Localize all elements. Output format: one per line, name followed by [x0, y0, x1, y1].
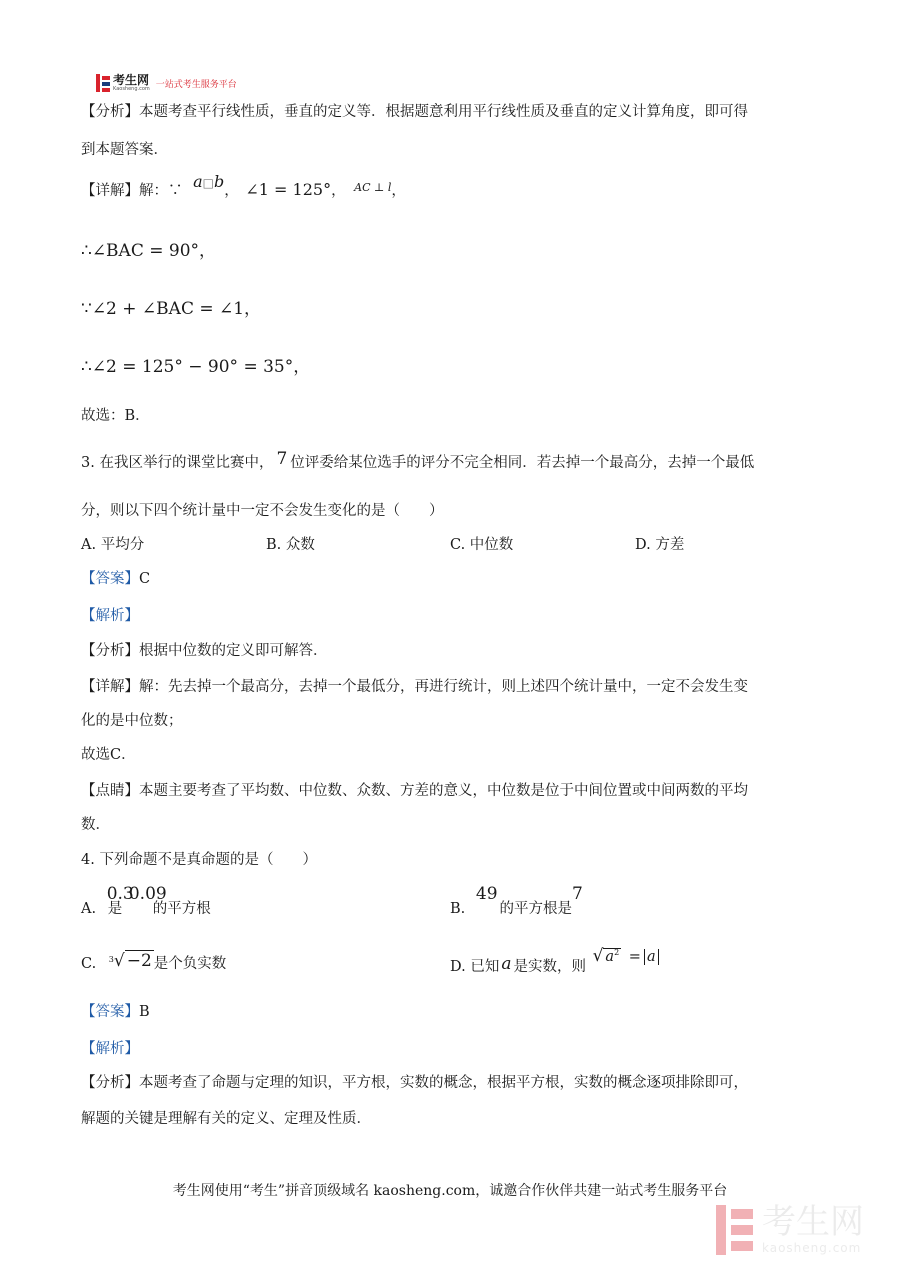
- option-text: 已知: [470, 958, 500, 975]
- q4-analysis-line1: [81, 1073, 748, 1093]
- q2-analysis-line2: [81, 140, 168, 160]
- watermark-name: 考生网: [762, 1202, 864, 1242]
- q3-answer: [81, 569, 150, 589]
- option-text: 是: [107, 901, 123, 917]
- value-0-3: 0.3: [106, 884, 134, 904]
- separator: ，: [391, 183, 406, 199]
- q3-detail-line2: 化的是中位数；: [81, 713, 183, 729]
- option-letter: C.: [450, 537, 466, 553]
- logo-slogan: 一站式考生服务平台: [155, 79, 237, 90]
- option-text: 是实数，则: [513, 958, 586, 975]
- q3-comment-line1: [81, 781, 748, 801]
- q3-choice: 故选C．: [81, 747, 136, 763]
- detail-tag: 【详解】: [81, 679, 139, 695]
- option-text: 众数: [285, 537, 315, 553]
- logo-icon: [96, 74, 110, 92]
- separator: ，: [331, 183, 346, 199]
- q2-step1: ∴∠BAC = 90°，: [81, 241, 217, 261]
- q4-option-a: [81, 884, 211, 924]
- root-sign-icon: √: [592, 945, 604, 966]
- option-letter: A.: [81, 537, 97, 553]
- option-letter: B.: [266, 537, 282, 553]
- q2-choice: 故选：B．: [81, 408, 150, 424]
- var-a: a: [193, 172, 203, 191]
- exponent: 2: [614, 948, 620, 957]
- q3-analysis: [81, 641, 328, 661]
- q4-option-d: [450, 945, 659, 977]
- detail-tag: 【详解】: [81, 183, 139, 199]
- option-text: 平均分: [100, 537, 145, 553]
- question-text: 在我区举行的课堂比赛中，: [99, 455, 274, 471]
- question-number: 4.: [81, 852, 95, 868]
- detail-lead: 解：∵: [139, 183, 183, 199]
- option-text: 的平方根: [152, 901, 211, 917]
- q4-option-b: [450, 884, 583, 924]
- q3-comment-line2: 数．: [81, 817, 110, 833]
- q2-step2: ∵∠2 + ∠BAC = ∠1，: [81, 299, 262, 319]
- q4-parse-tag: 【解析】: [81, 1041, 139, 1057]
- option-letter: D.: [450, 958, 466, 975]
- separator: ，: [224, 183, 239, 199]
- radicand: −2: [126, 951, 152, 971]
- q3-option-b: [266, 535, 315, 555]
- q4-stem: [81, 850, 317, 870]
- analysis-text: 到本题答案．: [81, 142, 168, 158]
- q3-option-d: [635, 535, 684, 555]
- logo-name: 考生网: [113, 73, 150, 87]
- comment-text: 本题主要考查了平均数、中位数、众数、方差的意义，中位数是位于中间位置或中间两数的平均: [139, 783, 748, 799]
- option-text: 的平方根是: [499, 901, 573, 917]
- header-logo: [96, 72, 237, 94]
- analysis-text: 本题考查平行线性质，垂直的定义等．根据题意利用平行线性质及垂直的定义计算角度，即可得: [139, 104, 748, 120]
- option-text: 是个负实数: [153, 956, 227, 972]
- q4-answer: [81, 1002, 150, 1022]
- analysis-tag: 【分析】: [81, 643, 139, 659]
- option-text: 方差: [655, 537, 685, 553]
- option-letter: C.: [81, 956, 97, 972]
- angle-condition: ∠1 = 125°: [245, 180, 332, 199]
- analysis-tag: 【分析】: [81, 104, 139, 120]
- radicand-var: a: [605, 948, 615, 965]
- value-0-09: 0.09: [128, 884, 167, 904]
- q4-analysis-line2: 解题的关键是理解有关的定义、定理及性质．: [81, 1111, 371, 1127]
- detail-text: 解：先去掉一个最高分，去掉一个最低分，再进行统计，则上述四个统计量中，一定不会发生变: [139, 679, 748, 695]
- equals-sign: =: [628, 948, 641, 965]
- analysis-tag: 【分析】: [81, 1075, 139, 1091]
- page-footer: 考生网使用“考生”拼音顶级域名 kaosheng.com，诚邀合作伙伴共建一站式考生服务平台: [172, 1183, 728, 1199]
- var-a: a: [501, 953, 512, 974]
- q2-step3: ∴∠2 = 125° − 90° = 35°，: [81, 357, 311, 377]
- value-49: 49: [475, 884, 498, 904]
- watermark-logo: [716, 1202, 864, 1255]
- watermark-icon: [716, 1205, 754, 1255]
- q4-option-c: [81, 953, 226, 976]
- answer-value: C: [139, 571, 151, 587]
- radicand: [603, 948, 621, 965]
- q3-detail-line1: [81, 677, 748, 697]
- option-letter: D.: [635, 537, 651, 553]
- parallel-symbol: □: [202, 176, 214, 190]
- judge-count: 7: [276, 449, 288, 469]
- answer-value: B: [139, 1004, 150, 1020]
- q3-option-a: [81, 535, 144, 555]
- q2-detail-line: [81, 172, 406, 202]
- root-sign-icon: √: [113, 951, 125, 971]
- analysis-text: 根据中位数的定义即可解答．: [139, 643, 328, 659]
- value-7: 7: [572, 884, 583, 904]
- analysis-text: 本题考查了命题与定理的知识，平方根，实数的概念，根据平方根，实数的概念逐项排除即可，: [139, 1075, 748, 1091]
- q3-stem-line1: [81, 449, 755, 473]
- question-number: 3.: [81, 455, 95, 471]
- q3-parse-tag: 【解析】: [81, 608, 139, 624]
- answer-tag: 【答案】: [81, 571, 139, 587]
- option-text: 中位数: [469, 537, 514, 553]
- root-index: 3: [108, 955, 114, 964]
- logo-domain: Kaosheng.com: [113, 86, 150, 92]
- comment-tag: 【点睛】: [81, 783, 139, 799]
- q3-stem-line2: 分，则以下四个统计量中一定不会发生变化的是（ ）: [81, 503, 444, 519]
- q2-analysis-line1: [81, 102, 748, 122]
- option-letter: B.: [450, 901, 466, 917]
- q3-option-c: [450, 535, 513, 555]
- abs-value: a: [644, 949, 659, 965]
- var-b: b: [214, 172, 225, 191]
- perp-condition: AC ⊥ l: [354, 181, 392, 194]
- question-text: 位评委给某位选手的评分不完全相同．若去掉一个最高分，去掉一个最低: [290, 455, 755, 471]
- watermark-domain: kaosheng.com: [762, 1241, 862, 1255]
- question-text: 下列命题不是真命题的是（ ）: [99, 852, 317, 868]
- answer-tag: 【答案】: [81, 1004, 139, 1020]
- option-letter: A.: [81, 901, 97, 917]
